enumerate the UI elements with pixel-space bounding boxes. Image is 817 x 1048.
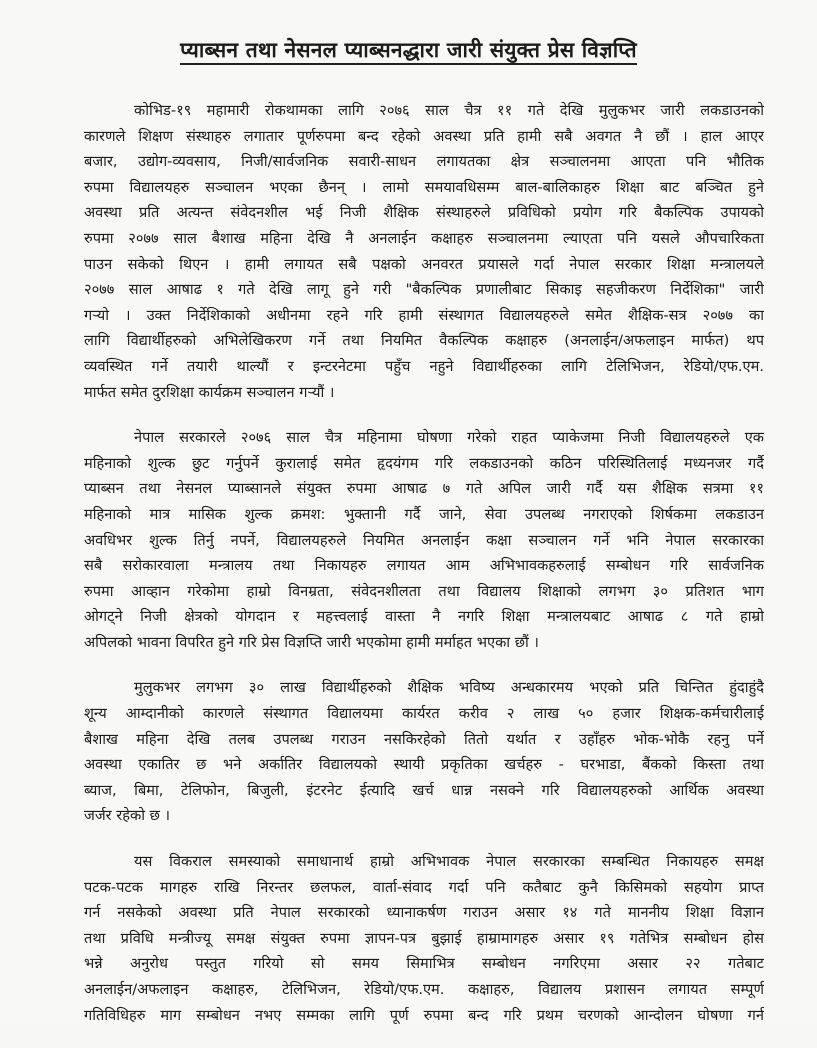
- document-title-text: प्याब्सन तथा नेसनल प्याब्सनद्धारा जारी संयुक्त प्रेस विज्ञप्ति: [180, 38, 637, 65]
- paragraph-line: महिनाको मात्र मासिक शुल्क क्रमश: भुक्तानी गर्दै जाने, सेवा उपलब्ध नगराएको शिर्षकमा लकडाउन: [84, 505, 764, 523]
- paragraph-line: रुपमा २०७७ साल बैशाख महिना देखि नै अनलाईन कक्षाहरु सञ्चालनमा ल्याएता पनि यसले औपचारिकता: [84, 229, 764, 247]
- paragraph-line: अनलाईन/अफलाइन कक्षाहरु, टेलिभिजन, रेडियो/एफ.एम. कक्षाहरु, विद्यालय प्रशासन लगायत सम्पूर्ण: [84, 981, 764, 998]
- paragraph-line: कोभिड-१९ महामारी रोकथामका लागि २०७६ साल चैत्र ११ गते देखि मुलुकभर जारी लकडाउनको: [134, 102, 764, 119]
- paragraph-line: २०७७ साल आषाढ १ गते देखि लागू हुने गरी "बैकल्पिक प्रणालीबाट सिकाइ सहजीकरण निर्देशिका" जारी: [84, 281, 764, 299]
- paragraph-line: गर्‍यो । उक्त निर्देशिकाको अधीनमा रहने गरि हामी संस्थागत विद्यालयहरुले समेत शैक्षिक-सत्र २०७७ का: [84, 306, 764, 324]
- paragraph-line: लागि विद्यार्थीहरुको अभिलेखिकरण गर्ने तथा नियमित वैकल्पिक कक्षाहरु (अनलाईन/अफलाइन मार्फत) थप: [84, 332, 764, 350]
- paragraph-line: अपिलको भावना विपरित हुने गरि प्रेस विज्ञप्ति जारी भएकोमा हामी मर्माहत भएका छौं ।: [84, 633, 539, 651]
- paragraph-line: ब्याज, बिमा, टेलिफोन, बिजुली, इंटरनेट ईत्यादि खर्च धान्न नसक्ने गरि विद्यालयहरुको आर्थिक अवस्था: [84, 781, 764, 799]
- paragraph-line: महिनाको शुल्क छुट गर्नुपर्ने कुरालाई समेत हृदयंगम गरि लकडाउनको कठिन परिस्थितिलाई मध्यनजर गर्दै: [84, 454, 764, 472]
- paragraph-line: अवस्था एकातिर छ भने अर्कातिर विद्यालयको स्थायी प्रकृतिका खर्चहरु - घरभाडा, बैंकको किस्ता तथा: [84, 756, 764, 774]
- paragraph-line: अवधिभर शुल्क तिर्नु नपर्ने, विद्यालयहरुले नियमित अनलाईन कक्षा सञ्चालन गर्ने भनि नेपाल सरकारका: [84, 531, 764, 549]
- paragraph-line: शून्य आम्दानीको कारणले संस्थागत विद्यालयमा कार्यरत करीव २ लाख ५० हजार शिक्षक-कर्मचारीलाई: [84, 705, 764, 723]
- paragraph-line: बजार, उद्योग-व्यवसाय, निजी/सार्वजनिक सवारी-साधन लगायतका क्षेत्र सञ्चालनमा आएता पनि भौतिक: [84, 153, 764, 171]
- paragraph-line: भन्ने अनुरोध पस्तुत गरियो सो समय सिमाभित्र सम्बोधन नगरिएमा असार २२ गतेबाट: [84, 955, 764, 973]
- paragraph-line: प्याब्सन तथा नेसनल प्याब्सानले संयुक्त रुपमा आषाढ ७ गते अपिल जारी गर्दै यस शैक्षिक सत्रमा ११: [84, 480, 764, 498]
- paragraph-line: गतिविधिहरु माग सम्बोधन नभए सम्मका लागि पूर्ण रुपमा बन्द गरि प्रथम चरणको आन्दोलन घोषणा गर्न: [84, 1006, 764, 1024]
- paragraph-line: पाउन सकेको थिएन । हामी लगायत सबै पक्षको अनवरत प्रयासले गर्दा नेपाल सरकार शिक्षा मन्त्रालयले: [84, 255, 764, 273]
- paragraph-line: रुपमा विद्यालयहरु सञ्चालन भएका छैनन् । लामो समयावधिसम्म बाल-बालिकाहरु शिक्षा बाट बञ्चित हुने: [84, 178, 764, 196]
- paragraph-line: व्यवस्थित गर्ने तयारी थाल्यौं र इन्टरनेटमा पहुँच नहुने विद्यार्थीहरुका लागि टेलिभिजन, रेडियो/एफ.एम.: [84, 357, 764, 375]
- paragraph-line: तथा प्रविधि मन्त्रीज्यू समक्ष संयुक्त रुपमा ज्ञापन-पत्र बुझाई हाम्रामागहरु असार १९ गतेभित्र सम्बोधन होस: [84, 929, 764, 947]
- paragraph-line: अवस्था प्रति अत्यन्त संवेदनशील भई निजी शैक्षिक संस्थाहरुले प्रविधिको प्रयोग गरि बैकल्पिक उपायको: [84, 204, 764, 222]
- document-body: [84, 98, 764, 1048]
- paragraph-line: कारणले शिक्षण संस्थाहरु लगातार पूर्णरुपमा बन्द रहेको अवस्था प्रति हामी सबै अवगत नै छौं । हाल आएर: [84, 127, 764, 145]
- paragraph-line: पटक-पटक मागहरु राखि निरन्तर छलफल, वार्ता-संवाद गर्दा पनि कतैबाट कुनै किसिमको सहयोग प्राप्त: [84, 878, 764, 896]
- paragraph-line: ओगट्ने निजी क्षेत्रको योगदान र महत्त्वलाई वास्ता नै नगरि शिक्षा मन्त्रालयबाट आषाढ ८ गते हाम्रो: [84, 608, 764, 626]
- paragraph-line: गर्न नसकेको अवस्था प्रति नेपाल सरकारको ध्यानाकर्षण गराउन असार १४ गते माननीय शिक्षा विज्ञान: [84, 904, 764, 922]
- paragraph-line: मुलुकभर लगभग ३० लाख विद्यार्थीहरुको शैक्षिक भविष्य अन्धकारमय भएको प्रति चिन्तित हुंदाहुंदै: [134, 679, 764, 697]
- paragraph-line: नेपाल सरकारले २०७६ साल चैत्र महिनामा घोषणा गरेको राहत प्याकेजमा निजी विद्यालयहरुले एक: [134, 429, 764, 447]
- paragraph-line: मार्फत समेत दुरशिक्षा कार्यक्रम सञ्चालन गर्‍यौं ।: [84, 383, 335, 401]
- paragraph-line: जर्जर रहेको छ ।: [84, 807, 171, 825]
- paragraph-line: यस विकराल समस्याको समाधानार्थ हाम्रो अभिभावक नेपाल सरकारका सम्बन्धित निकायहरु समक्ष: [134, 853, 764, 871]
- paragraph-line: बैशाख महिना देखि तलब उपलब्ध गराउन नसकिरहेको तितो यर्थात र उहाँहरु भोक-भोकै रहनु पर्ने: [84, 730, 764, 748]
- paragraph: [84, 98, 764, 405]
- paragraph-line: सबै सरोकारवाला मन्त्रालय तथा निकायहरु लगायत आम अभिभावकहरुलाई सम्बोधन गरि सार्वजनिक: [84, 557, 764, 575]
- paragraph: [84, 849, 764, 1028]
- paragraph: [84, 425, 764, 655]
- document-title: [0, 36, 817, 64]
- paragraph-line: रुपमा आव्हान गरेकोमा हाम्रो विनम्रता, संवेदनशीलता तथा विद्यालय शिक्षाको लगभग ३० प्रतिशत भाग: [84, 582, 764, 600]
- paragraph: [84, 675, 764, 829]
